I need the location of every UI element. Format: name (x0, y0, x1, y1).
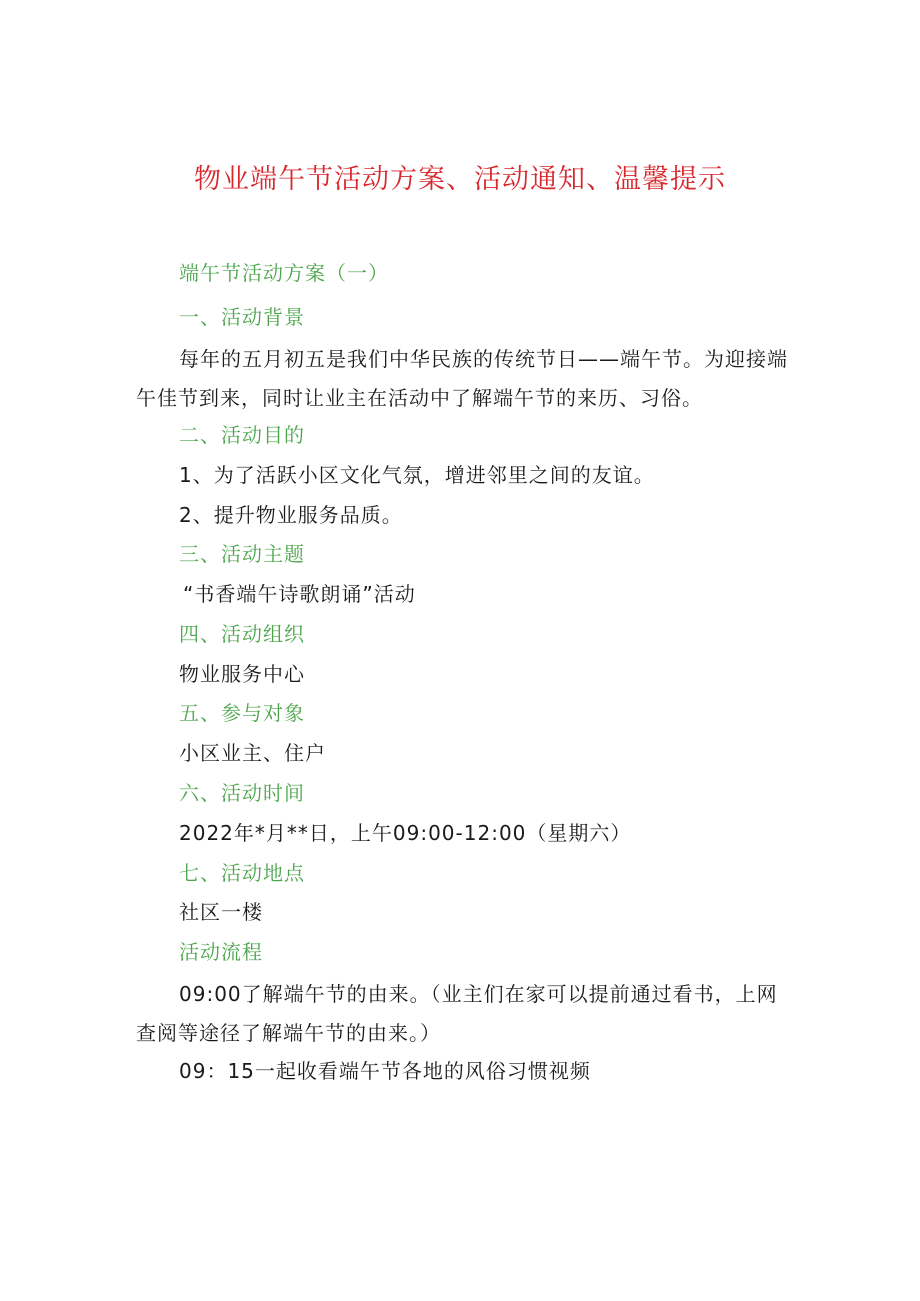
heading-location: 七、活动地点 (179, 861, 305, 885)
paragraph-purpose-2: 2、提升物业服务品质。 (179, 503, 403, 527)
paragraph-time: 2022年*月**日，上午09:00-12:00（星期六） (179, 821, 632, 845)
paragraph-purpose-1: 1、为了活跃小区文化气氛，增进邻里之间的友谊。 (179, 463, 655, 487)
heading-background: 一、活动背景 (179, 305, 305, 329)
paragraph-organizer: 物业服务中心 (179, 662, 305, 686)
paragraph-process-2: 09：15一起收看端午节各地的风俗习惯视频 (179, 1059, 591, 1083)
heading-time: 六、活动时间 (179, 781, 305, 805)
paragraph-participants: 小区业主、住户 (179, 741, 326, 765)
paragraph-location: 社区一楼 (179, 900, 263, 924)
heading-organizer: 四、活动组织 (179, 622, 305, 646)
section-title: 端午节活动方案（一） (179, 261, 389, 285)
heading-theme: 三、活动主题 (179, 542, 305, 566)
document-title: 物业端午节活动方案、活动通知、温馨提示 (194, 164, 726, 195)
heading-purpose: 二、活动目的 (179, 423, 305, 447)
paragraph-theme: “书香端午诗歌朗诵”活动 (183, 582, 416, 606)
paragraph-process-1: 09:00了解端午节的由来。（业主们在家可以提前通过看书，上网查阅等途径了解端午节的由来。） (136, 982, 778, 1045)
heading-process: 活动流程 (179, 940, 263, 964)
paragraph-background: 每年的五月初五是我们中华民族的传统节日——端午节。为迎接端午佳节到来，同时让业主在活动中了解端午节的来历、习俗。 (136, 347, 788, 410)
heading-participants: 五、参与对象 (179, 701, 305, 725)
